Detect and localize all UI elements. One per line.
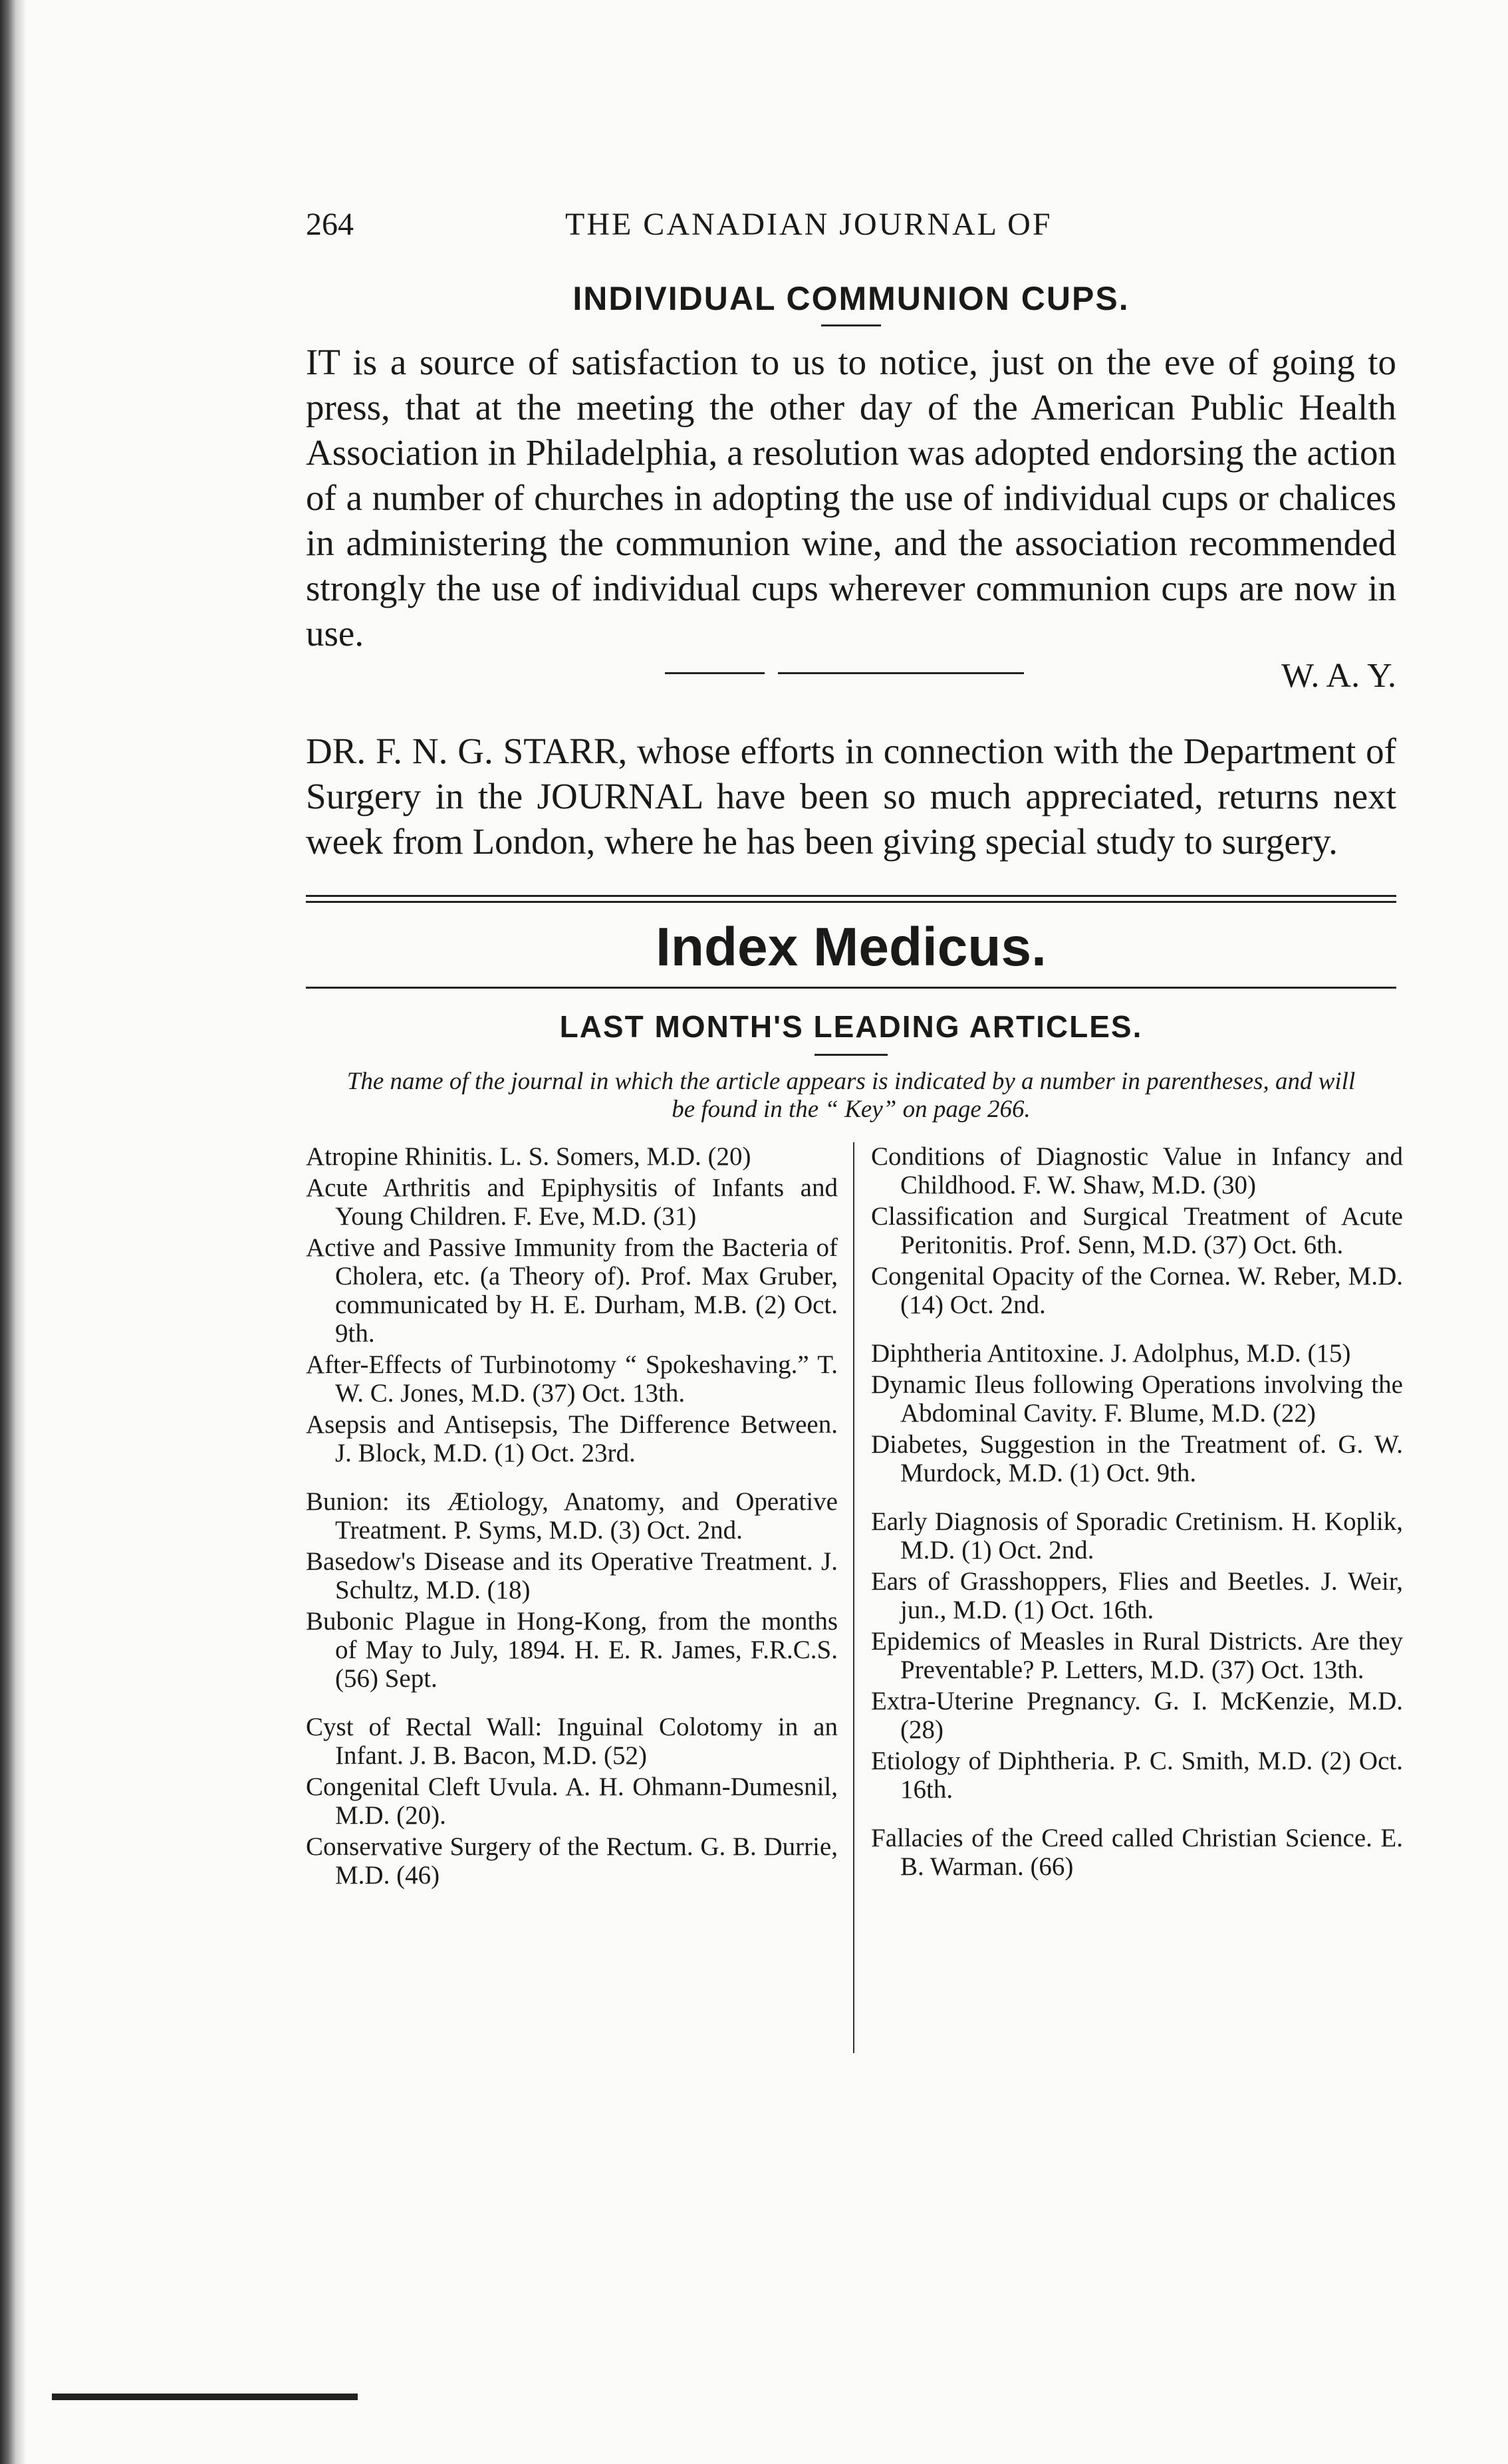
index-left-column xyxy=(306,1142,838,1892)
index-right-column xyxy=(871,1142,1403,1884)
index-entry: Acute Arthritis and Epiphysitis of Infants and Young Children. F. Eve, M.D. (31) xyxy=(306,1173,838,1231)
section-title-communion-cups: INDIVIDUAL COMMUNION CUPS. xyxy=(572,280,1130,317)
scan-edge xyxy=(0,0,27,2464)
index-entry: Congenital Cleft Uvula. A. H. Ohmann-Dumesnil, M.D. (20). xyxy=(306,1773,838,1830)
index-entry: Basedow's Disease and its Operative Treatment. J. Schultz, M.D. (18) xyxy=(306,1547,838,1604)
index-entry: Conditions of Diagnostic Value in Infancy and Childhood. F. W. Shaw, M.D. (30) xyxy=(871,1142,1403,1199)
bottom-rule xyxy=(52,2394,358,2400)
index-subtitle: LAST MONTH'S LEADING ARTICLES. xyxy=(559,1009,1143,1044)
running-header xyxy=(306,193,1396,253)
communion-cups-paragraph: IT is a source of satisfaction to us to notice, just on the eve of going to press, that at the meeting the other day of the American Public Health Association in Philadelphia, a resolution was adopted endorsing the action of a number of churches in adopting the use of individual cups or chalices in administering the communion wine, and the association recommended strongly the use of individual cups wherever communion cups are now in use. xyxy=(306,342,1396,654)
signature-rule-row xyxy=(306,656,1396,676)
starr-text: whose efforts in connection with the Department of Surgery in the JOURNAL have been so much appreciated, returns next week from London, where he has been giving special study to surgery. xyxy=(306,731,1396,862)
index-medicus-title: Index Medicus. xyxy=(656,917,1047,977)
index-columns xyxy=(306,1142,1403,2060)
index-entry: Dynamic Ileus following Operations involving the Abdominal Cavity. F. Blume, M.D. (22) xyxy=(871,1370,1403,1427)
index-entry: Classification and Surgical Treatment of Acute Peritonitis. Prof. Senn, M.D. (37) Oct. 6th. xyxy=(871,1202,1403,1259)
index-entry: Epidemics of Measles in Rural Districts. Are they Preventable? P. Letters, M.D. (37) Oct. 13th. xyxy=(871,1627,1403,1684)
index-entry: After-Effects of Turbinotomy “ Spokeshaving.” T. W. C. Jones, M.D. (37) Oct. 13th. xyxy=(306,1350,838,1408)
index-entry: Extra-Uterine Pregnancy. G. I. McKenzie, M.D. (28) xyxy=(871,1687,1403,1744)
title-rule xyxy=(821,324,881,326)
index-entry: Fallacies of the Creed called Christian Science. E. B. Warman. (66) xyxy=(871,1824,1403,1881)
index-entry: Early Diagnosis of Sporadic Cretinism. H. Koplik, M.D. (1) Oct. 2nd. xyxy=(871,1507,1403,1564)
double-rule xyxy=(306,895,1396,903)
page-number: 264 xyxy=(306,207,354,242)
column-divider xyxy=(853,1142,854,2053)
journal-title: THE CANADIAN JOURNAL OF xyxy=(565,207,1053,242)
index-entry: Congenital Opacity of the Cornea. W. Reber, M.D. (14) Oct. 2nd. xyxy=(871,1262,1403,1319)
index-entry: Etiology of Diphtheria. P. C. Smith, M.D. (2) Oct. 16th. xyxy=(871,1747,1403,1804)
index-rule xyxy=(306,987,1396,989)
subtitle-rule xyxy=(815,1054,888,1056)
index-entry: Diphtheria Antitoxine. J. Adolphus, M.D. (15) xyxy=(871,1339,1351,1368)
long-dash xyxy=(778,672,1024,674)
index-entry: Active and Passive Immunity from the Bacteria of Cholera, etc. (a Theory of). Prof. Max Gruber, communicated by H. E. Durham, M.B. (2) Oct. 9th. xyxy=(306,1233,838,1348)
index-entry: Atropine Rhinitis. L. S. Somers, M.D. (20) xyxy=(306,1142,751,1171)
index-entry: Conservative Surgery of the Rectum. G. B. Durrie, M.D. (46) xyxy=(306,1832,838,1890)
page xyxy=(306,193,1403,2060)
signature: W. A. Y. xyxy=(1281,657,1396,695)
starr-paragraph xyxy=(306,729,1396,864)
index-entry: Bunion: its Ætiology, Anatomy, and Operative Treatment. P. Syms, M.D. (3) Oct. 2nd. xyxy=(306,1487,838,1544)
index-entry: Diabetes, Suggestion in the Treatment of. G. W. Murdock, M.D. (1) Oct. 9th. xyxy=(871,1430,1403,1487)
short-dash xyxy=(665,672,765,674)
index-entry: Cyst of Rectal Wall: Inguinal Colotomy in an Infant. J. B. Bacon, M.D. (52) xyxy=(306,1713,838,1770)
index-entry: Asepsis and Antisepsis, The Difference Between. J. Block, M.D. (1) Oct. 23rd. xyxy=(306,1410,838,1467)
index-note: The name of the journal in which the article appears is indicated by a number in parentheses, and will be found in the “ Key” on page 266. xyxy=(346,1068,1356,1123)
index-entry: Bubonic Plague in Hong-Kong, from the months of May to July, 1894. H. E. R. James, F.R.C.S. (56) Sept. xyxy=(306,1607,838,1693)
index-entry: Ears of Grasshoppers, Flies and Beetles. J. Weir, jun., M.D. (1) Oct. 16th. xyxy=(871,1567,1403,1624)
starr-name: DR. F. N. G. STARR, xyxy=(306,731,628,771)
